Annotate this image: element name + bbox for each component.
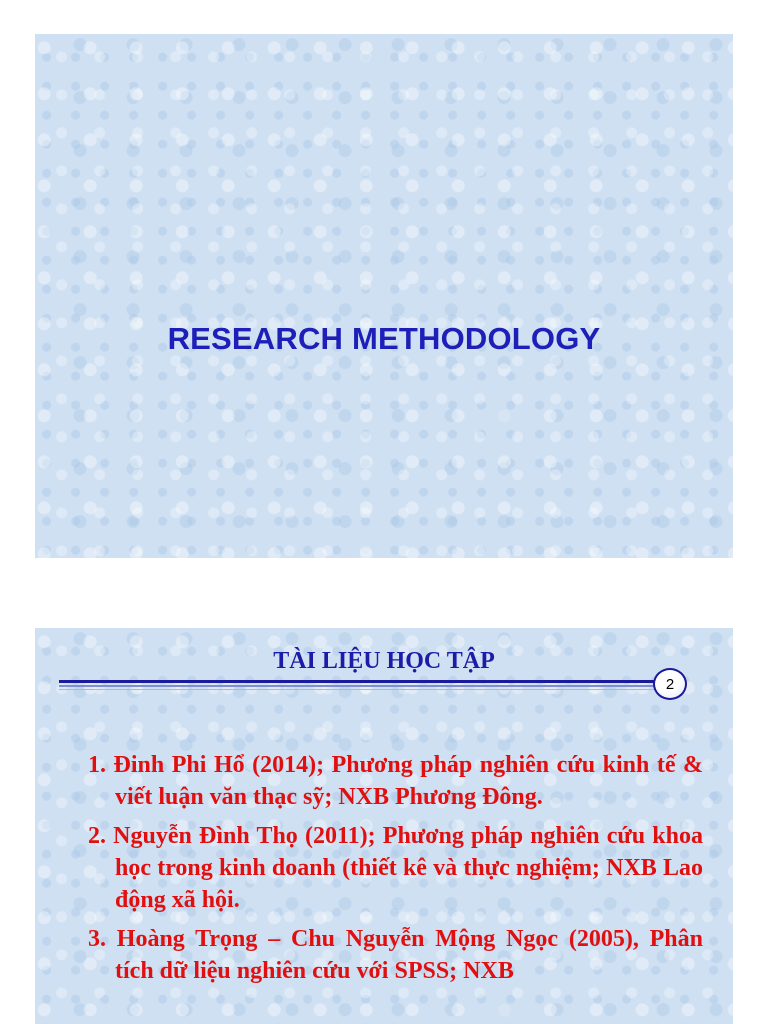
reference-item: 1. Đinh Phi Hổ (2014); Phương pháp nghiên cứu kinh tế & viết luận văn thạc sỹ; NXB Phương Đông. bbox=[88, 752, 703, 810]
slide-heading: TÀI LIỆU HỌC TẬP bbox=[273, 648, 495, 674]
heading-divider-tertiary bbox=[59, 689, 677, 690]
slide-2 bbox=[35, 628, 733, 1024]
page-number-badge: 2 bbox=[653, 668, 687, 700]
reference-list bbox=[88, 749, 703, 994]
reference-item: 3. Hoàng Trọng – Chu Nguyễn Mộng Ngọc (2005), Phân tích dữ liệu nghiên cứu với SPSS; NXB bbox=[88, 926, 703, 984]
heading-divider-secondary bbox=[59, 685, 677, 687]
reference-item: 2. Nguyễn Đình Thọ (2011); Phương pháp nghiên cứu khoa học trong kinh doanh (thiết kê và thực nghiệm; NXB Lao động xã hội. bbox=[88, 823, 703, 913]
slide-1 bbox=[35, 34, 733, 558]
slide-title: RESEARCH METHODOLOGY bbox=[167, 321, 601, 356]
heading-divider bbox=[59, 680, 677, 683]
